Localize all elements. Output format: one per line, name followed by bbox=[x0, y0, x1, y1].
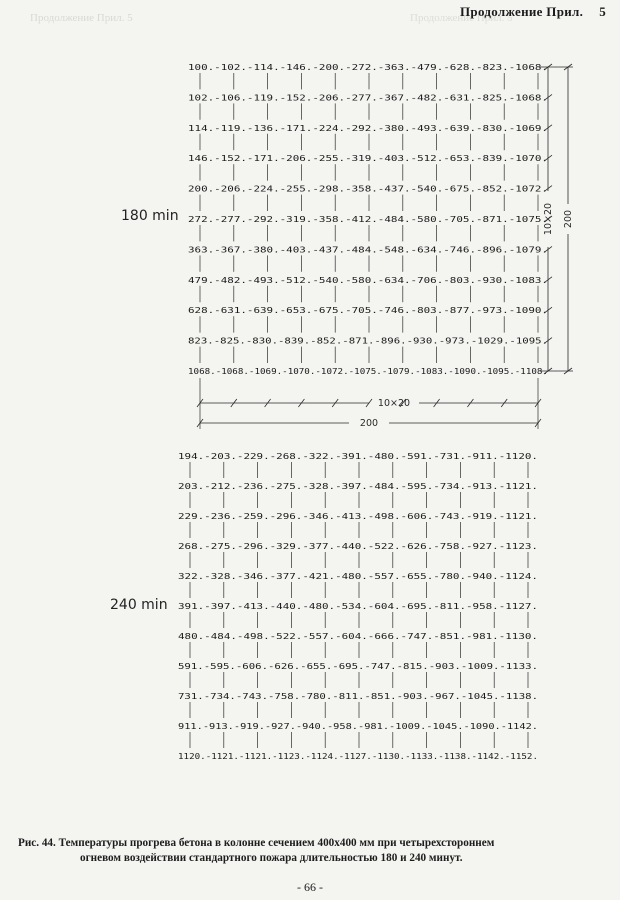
grid-row-text: 146.-152.-171.-206.-255.-319.-403.-512.-653.-839.-1070. bbox=[188, 153, 548, 164]
dimension-label-spacing-vertical: 10×20 bbox=[543, 202, 554, 236]
dimension-label-size-vertical: 200 bbox=[563, 209, 574, 229]
header-title: Продолжение Прил. bbox=[460, 4, 584, 19]
grid-row-text: 100.-102.-114.-146.-200.-272.-363.-479.-628.-823.-1068. bbox=[188, 62, 548, 72]
dimension-label-size: 200 bbox=[359, 418, 379, 429]
caption-line-1: Рис. 44. Температуры прогрева бетона в колонне сечением 400x400 мм при четырехстороннем bbox=[18, 837, 495, 849]
grid-label-240: 240 min bbox=[110, 597, 168, 613]
grid-row-text: 268.-275.-296.-329.-377.-440.-522.-626.-758.-927.-1123. bbox=[178, 541, 538, 551]
grid-row-text: 194.-203.-229.-268.-322.-391.-480.-591.-731.-911.-1120. bbox=[178, 451, 538, 461]
bleed-through-text-right: Продолжение Прил. 5 bbox=[410, 12, 513, 24]
grid-row-text: 272.-277.-292.-319.-358.-412.-484.-580.-705.-871.-1075. bbox=[188, 214, 548, 224]
grid-row-text: 102.-106.-119.-152.-206.-277.-367.-482.-631.-825.-1068. bbox=[188, 92, 548, 103]
caption-line-2: огневом воздействии стандартного пожара длительностью 180 и 240 минут. bbox=[80, 852, 463, 864]
grid-row-text: 479.-482.-493.-512.-540.-580.-634.-706.-803.-930.-1083. bbox=[188, 274, 548, 285]
dimension-label-spacing: 10×20 bbox=[377, 398, 411, 409]
grid-row-text: 591.-595.-606.-626.-655.-695.-747.-815.-903.-1009.-1133. bbox=[178, 661, 538, 671]
grid-row-text: 391.-397.-413.-440.-480.-534.-604.-695.-811.-958.-1127. bbox=[178, 601, 538, 611]
grid-row-text: 363.-367.-380.-403.-437.-484.-548.-634.-746.-896.-1079. bbox=[188, 244, 548, 255]
grid-row-text: 322.-328.-346.-377.-421.-480.-557.-655.-780.-940.-1124. bbox=[178, 571, 538, 581]
page-number: - 66 - bbox=[297, 880, 323, 894]
grid-row-text: 911.-913.-919.-927.-940.-958.-981.-1009.-1045.-1090.-1142. bbox=[178, 721, 538, 731]
bleed-through-text: Продолжение Прил. 5 bbox=[30, 12, 133, 24]
grid-row-text: 823.-825.-830.-839.-852.-871.-896.-930.-973.-1029.-1095. bbox=[188, 335, 548, 346]
grid-row-text: 1120.-1121.-1121.-1123.-1124.-1127.-1130.-1133.-1138.-1142.-1152. bbox=[178, 751, 538, 761]
header-number: 5 bbox=[599, 4, 606, 19]
grid-row-text: 480.-484.-498.-522.-557.-604.-666.-747.-851.-981.-1130. bbox=[178, 631, 538, 641]
grid-row-text: 114.-119.-136.-171.-224.-292.-380.-493.-639.-830.-1069. bbox=[188, 122, 548, 133]
grid-row-text: 200.-206.-224.-255.-298.-358.-437.-540.-675.-852.-1072. bbox=[188, 183, 548, 194]
grid-row-text: 229.-236.-259.-296.-346.-413.-498.-606.-743.-919.-1121. bbox=[178, 511, 538, 521]
grid-label-180: 180 min bbox=[121, 208, 179, 224]
figure-caption bbox=[18, 836, 608, 866]
grid-row-text: 1068.-1068.-1069.-1070.-1072.-1075.-1079.-1083.-1090.-1095.-1108. bbox=[188, 366, 548, 376]
grid-row-text: 628.-631.-639.-653.-675.-705.-746.-803.-877.-973.-1090. bbox=[188, 305, 548, 316]
grid-row-text: 731.-734.-743.-758.-780.-811.-851.-903.-967.-1045.-1138. bbox=[178, 691, 538, 701]
grid-row-text: 203.-212.-236.-275.-328.-397.-484.-595.-734.-913.-1121. bbox=[178, 481, 538, 491]
